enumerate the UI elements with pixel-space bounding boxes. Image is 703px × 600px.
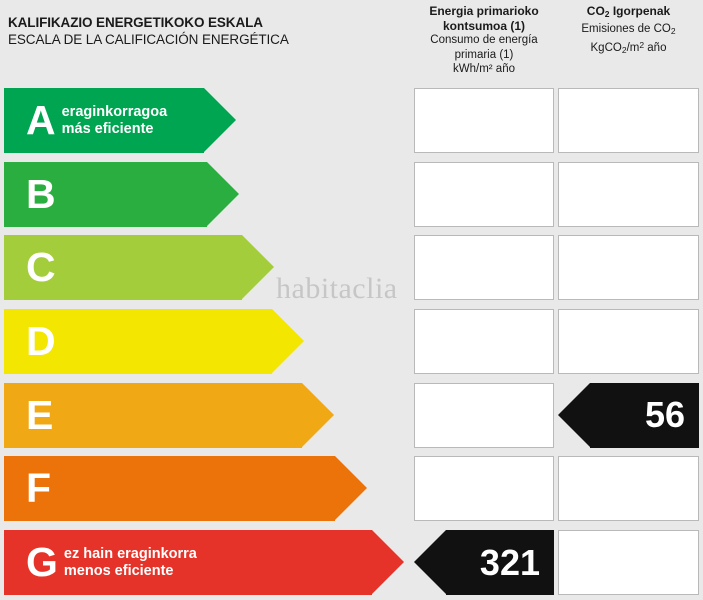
bar-tip-c	[242, 235, 274, 299]
co2-cell-c	[558, 235, 699, 300]
rating-row-f	[0, 452, 703, 526]
energy-cell-b	[414, 162, 554, 227]
rating-letter-c: C	[26, 244, 56, 291]
energy-column-title-spanish: Consumo de energía primaria (1)	[430, 34, 538, 61]
rating-bar-b	[4, 162, 207, 227]
bar-wrap-d	[4, 309, 408, 374]
rating-row-g	[0, 526, 703, 600]
rating-rows	[0, 84, 703, 600]
energy-cell-e	[414, 383, 554, 448]
co2-cell-b	[558, 162, 699, 227]
rating-bar-g	[4, 530, 372, 595]
rating-row-d	[0, 305, 703, 379]
bar-wrap-e	[4, 383, 408, 448]
co2-cell-f	[558, 456, 699, 521]
watermark: habitaclia	[276, 272, 398, 305]
co2-value-flag: 56	[590, 383, 699, 448]
rating-row-b	[0, 158, 703, 232]
rating-letter-f: F	[26, 465, 52, 512]
rating-row-a	[0, 84, 703, 158]
rating-bar-a	[4, 88, 204, 153]
bar-tip-a	[204, 88, 236, 152]
co2-cell-g	[558, 530, 699, 595]
energy-column-units: kWh/m² año	[453, 63, 515, 75]
least-efficient-label: ez hain eraginkorra menos eficiente	[63, 545, 197, 579]
bar-wrap-f	[4, 456, 408, 521]
bar-wrap-g	[4, 530, 408, 595]
rating-row-e	[0, 379, 703, 453]
energy-value-flag: 321	[446, 530, 554, 595]
rating-row-c	[0, 231, 703, 305]
bar-tip-f	[335, 456, 367, 520]
rating-bar-f	[4, 456, 335, 521]
bar-tip-d	[272, 309, 304, 373]
co2-cell-d	[558, 309, 699, 374]
rating-letter-e: E	[26, 391, 54, 438]
rating-bar-e	[4, 383, 302, 448]
bar-tip-g	[372, 530, 404, 594]
co2-column-title-basque: $CO_2$ Igorpenak	[586, 4, 671, 19]
co2-column-header	[558, 4, 699, 58]
energy-cell-c	[414, 235, 554, 300]
co2-column-title-spanish: Emisiones de $CO_2$	[581, 22, 676, 36]
energy-column-header	[414, 4, 554, 77]
rating-bar-d	[4, 309, 272, 374]
rating-letter-g: G	[26, 539, 58, 586]
bar-tip-b	[207, 162, 239, 226]
scale-title-spanish: ESCALA DE LA CALIFICACIÓN ENERGÉTICA	[8, 32, 289, 47]
most-efficient-label: eraginkorragoa más eficiente	[61, 103, 168, 137]
bar-wrap-b	[4, 162, 408, 227]
energy-cell-a	[414, 88, 554, 153]
co2-cell-a	[558, 88, 699, 153]
rating-letter-d: D	[26, 318, 56, 365]
bar-tip-e	[302, 383, 334, 447]
bar-wrap-c	[4, 235, 408, 300]
co2-column-units: $KgCO_2/m^2$ año	[590, 40, 667, 55]
scale-title	[8, 14, 408, 48]
energy-column-title-basque: Energia primarioko kontsumoa (1)	[429, 4, 539, 33]
rating-letter-b: B	[26, 170, 56, 217]
scale-title-basque: KALIFIKAZIO ENERGETIKOKO ESKALA	[8, 15, 263, 30]
chart-header	[0, 0, 703, 84]
energy-cell-d	[414, 309, 554, 374]
rating-bar-c	[4, 235, 242, 300]
energy-cell-f	[414, 456, 554, 521]
bar-wrap-a	[4, 88, 408, 153]
rating-letter-a: A	[26, 97, 56, 143]
